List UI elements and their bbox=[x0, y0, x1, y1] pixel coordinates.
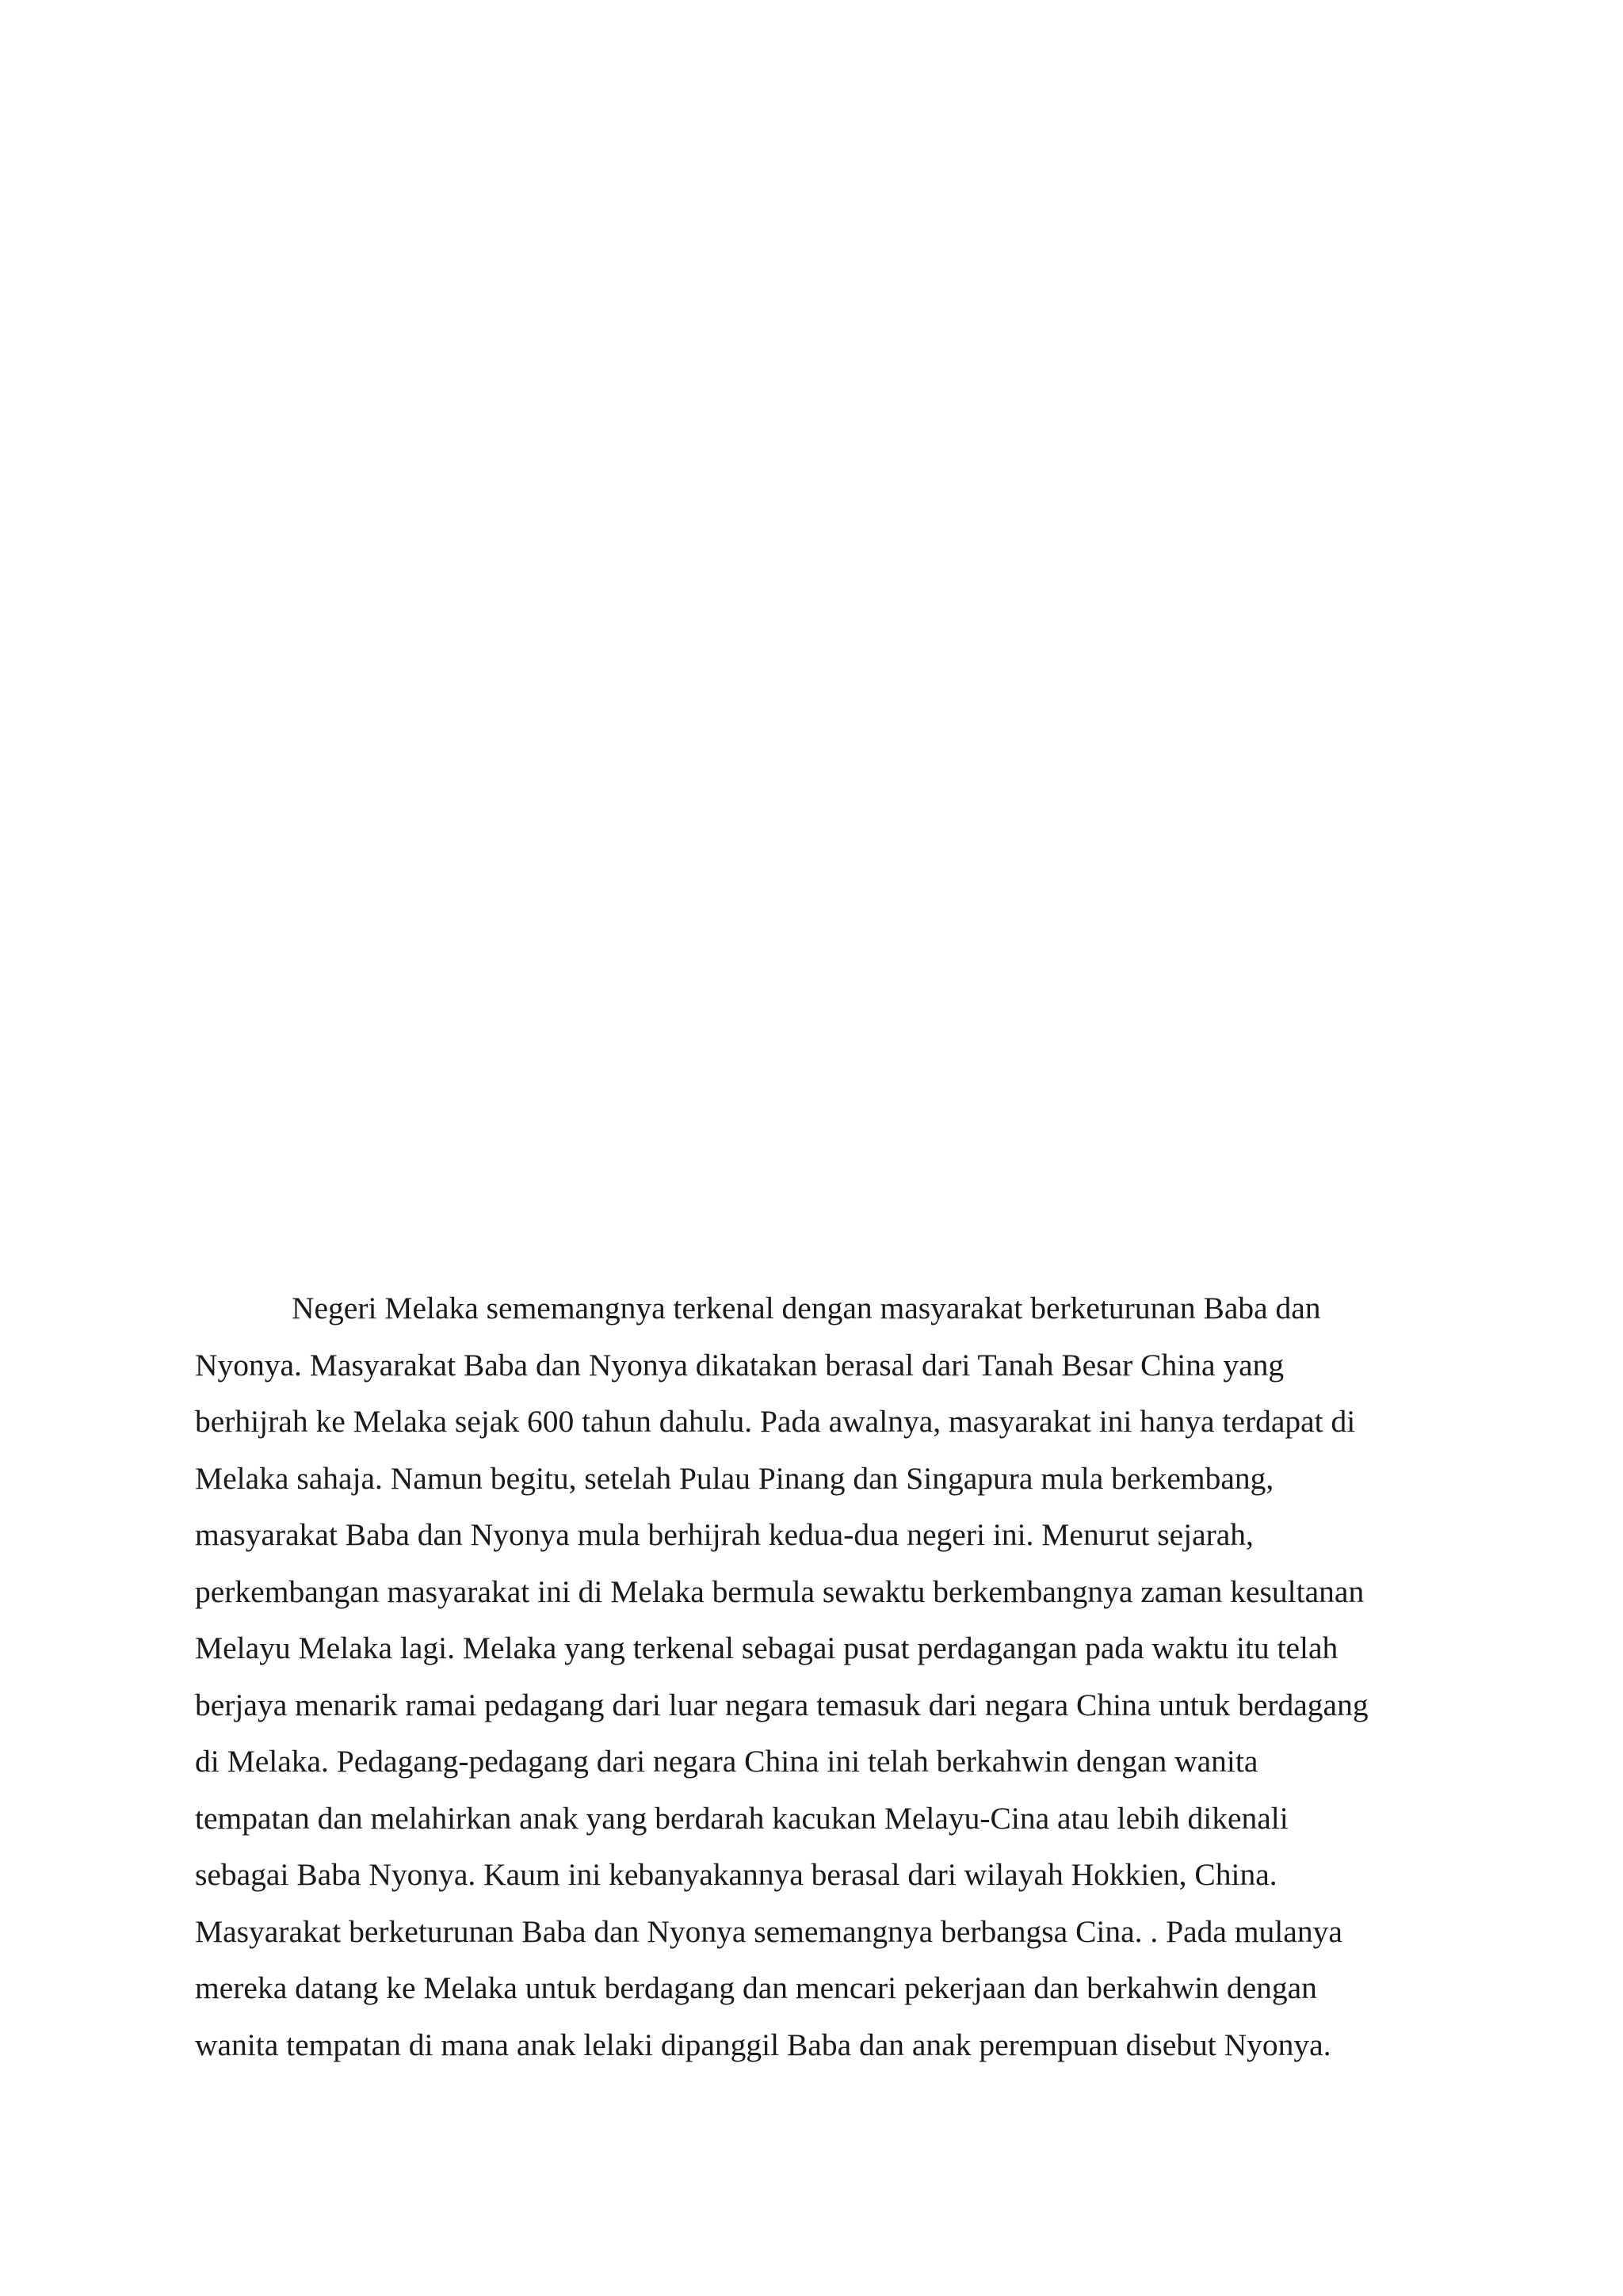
paragraph-line: sebagai Baba Nyonya. Kaum ini kebanyakannya berasal dari wilayah Hokkien, China. bbox=[195, 1857, 1277, 1892]
paragraph-line: berhijrah ke Melaka sejak 600 tahun dahulu. Pada awalnya, masyarakat ini hanya terdapat di bbox=[195, 1404, 1356, 1439]
paragraph-line: wanita tempatan di mana anak lelaki dipanggil Baba dan anak perempuan disebut Nyonya. bbox=[195, 2027, 1331, 2062]
paragraph-line: Nyonya. Masyarakat Baba dan Nyonya dikatakan berasal dari Tanah Besar China yang bbox=[195, 1347, 1285, 1383]
paragraph-line: di Melaka. Pedagang-pedagang dari negara China ini telah berkahwin dengan wanita bbox=[195, 1744, 1258, 1779]
paragraph-line: masyarakat Baba dan Nyonya mula berhijrah kedua-dua negeri ini. Menurut sejarah, bbox=[195, 1517, 1254, 1552]
paragraph-line: Negeri Melaka sememangnya terkenal dengan masyarakat berketurunan Baba dan bbox=[292, 1291, 1321, 1325]
paragraph-line: perkembangan masyarakat ini di Melaka bermula sewaktu berkembangnya zaman kesultanan bbox=[195, 1573, 1365, 1609]
paragraph-line: berjaya menarik ramai pedagang dari luar negara temasuk dari negara China untuk berdagang bbox=[195, 1687, 1369, 1722]
paragraph-line: Masyarakat berketurunan Baba dan Nyonya sememangnya berbangsa Cina. . Pada mulanya bbox=[195, 1913, 1342, 1949]
paragraph-line: Melaka sahaja. Namun begitu, setelah Pulau Pinang dan Singapura mula berkembang, bbox=[195, 1460, 1274, 1496]
body-paragraph bbox=[195, 1280, 1439, 2073]
paragraph-line: mereka datang ke Melaka untuk berdagang dan mencari pekerjaan dan berkahwin dengan bbox=[195, 1970, 1317, 2005]
paragraph-line: tempatan dan melahirkan anak yang berdarah kacukan Melayu-Cina atau lebih dikenali bbox=[195, 1800, 1289, 1836]
paragraph-line: Melayu Melaka lagi. Melaka yang terkenal sebagai pusat perdagangan pada waktu itu telah bbox=[195, 1630, 1338, 1665]
